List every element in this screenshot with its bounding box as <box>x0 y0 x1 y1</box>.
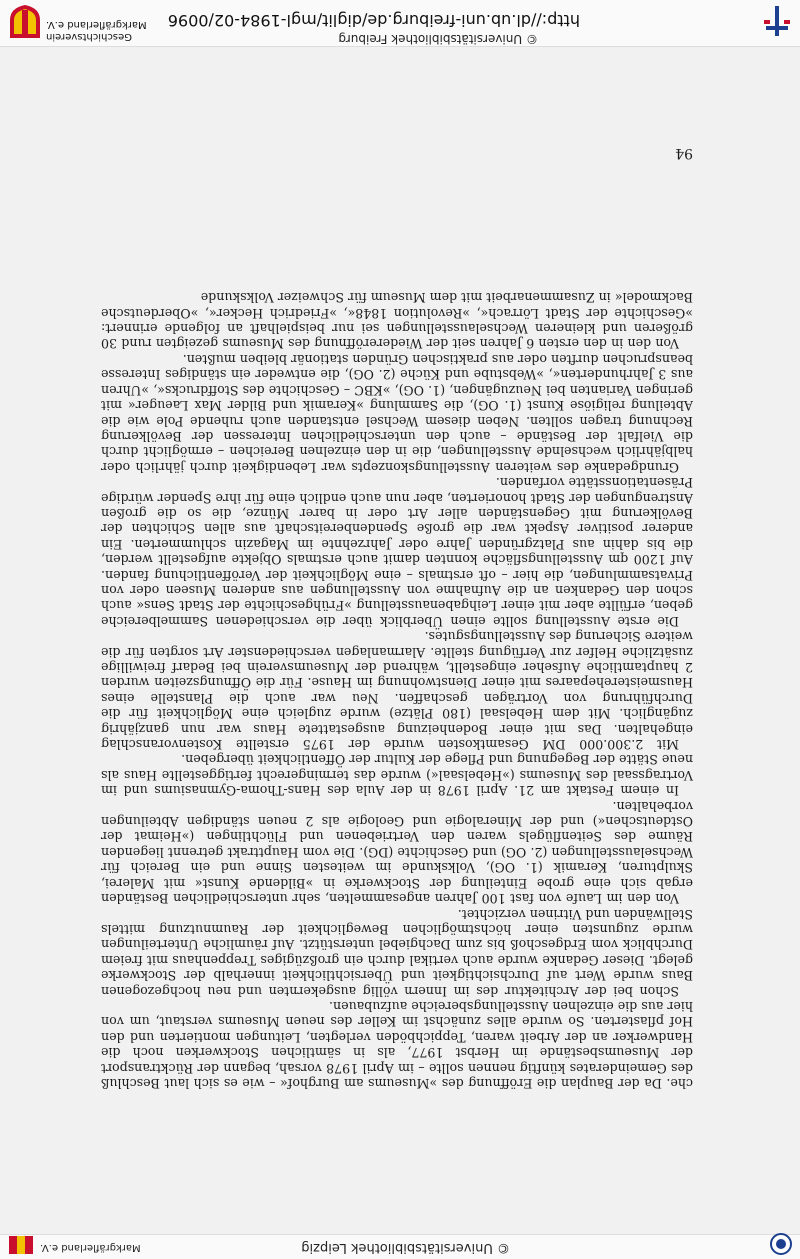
ub-leipzig-logo-icon <box>770 1233 792 1255</box>
crest-icon <box>8 1235 34 1255</box>
society-line-1: Geschichtsverein <box>46 31 132 42</box>
paragraph: che. Da der Bauplan die Eröffnung des »Museums am Burghof« – wie es sich laut Beschluß des Gemeinderates künftig nennen sollte – im April 1978 vorsah, begann der Rücktransport der Museumsbestände im Herbst 1977, als in sämtlichen Stockwerken noch die Handwerker an der Arbeit waren, Teppichböden verlegten, Leitungen montierten und den Hof pflasterten. So wurde alles zunächst im Keller des neuen Museums verstaut, um von hier aus die einzelnen Ausstellungsbereiche aufzubauen. <box>101 998 693 1091</box>
crest-icon <box>8 4 42 40</box>
viewer-header <box>0 1234 800 1259</box>
paragraph: Von den im Laufe von fast 100 Jahren angesammelten, sehr unterschiedlichen Beständen ergab sich eine grobe Einteilung der Stockwerke in »Bildende Kunst« mit Malerei, Skulpturen, Keramik (1. OG), Volkskunde im weitesten Sinne und ein Bereich für Wechselausstellungen (2. OG) und Geschichte (DG). Die vom Haupttrakt getrennt liegenden Räume des Seitenflügels waren den Vertriebenen und Flüchtlingen (»Heimat der Ostdeutschen«) und der Mineralogie und Geologie als 2 neuen ständigen Abteilungen vorbehalten. <box>101 798 693 907</box>
society-credit <box>46 18 147 42</box>
paragraph: Von den in den ersten 6 Jahren seit der Wiedereröffnung des Museums gezeigten rund 30 größeren und kleineren Wechselausstellungen sei nur beispielhaft an folgende erinnert: »Geschichte der Stadt Lörrach«, »Revolution 1848«, »Friedrich Hecker«, »Oberdeutsche Backmodel« in Zusammenarbeit mit dem Museum für Schweizer Volkskunde <box>101 290 693 352</box>
paragraph: In einem Festakt am 21. April 1978 in der Aula des Hans-Thoma-Gymnasiums und im Vortragssaal des Museums (»Hebelsaal«) wurde das termingerecht fertiggestellte Haus als neue Stätte der Begegnung und Pflege der Kultur der Öffentlichkeit übergeben. <box>101 752 693 799</box>
society-line-2: Markgräflerland e.V. <box>46 19 147 30</box>
page-number: 94 <box>675 145 693 161</box>
content-text <box>101 290 693 1091</box>
ub-freiburg-logo-icon <box>762 4 792 38</box>
paragraph: Mit 2.300.000 DM Gesamtkosten wurde der 1975 erstellte Kostenvoranschlag eingehalten. Das mit einer Bodenheizung ausgestattete Haus war nun ganzjährig zugänglich. Mit dem Hebelsaal (180 Plätze) wurde zugleich eine Möglichkeit für die Durchführung von Vorträgen geschaffen. Neu war auch die Planstelle eines Hausmeisterehepaares mit einer Dienstwohnung im Hause. Für die Öffnungszeiten wurden 2 hauptamtliche Aufseher eingestellt, während der Museumsverein bei Bedarf freiwillige zusätzliche Helfer zur Verfügung stellte. Alarmanlagen verschiedenster Art sorgten für die weitere Sicherung des Ausstellungsgutes. <box>101 629 693 753</box>
society-credit: Markgräflerland e.V. <box>40 1242 141 1253</box>
paragraph: Grundgedanke des weiteren Ausstellungskonzepts war Lebendigkeit durch jährlich oder halbjährlich wechselnde Ausstellungen, die in den einzelnen Bereichen – ermöglicht durch die Vielfalt der Bestände – auch den unterschiedlichen Interessen der Bevölkerung Rechnung tragen sollten. Neben diesem Wechsel entstanden auch ruhende Pole wie die Abteilung religiöse Kunst (1. OG), die Sammlung »Keramik und Bilder Max Laeuger« mit geringen Varianten bei Neuzugängen, (1. OG), »KBC – Geschichte des Stoffdrucks«, »Uhren aus 3 Jahrhunderten«, »Webstube und Küche (2. OG), die entweder ein ständiges Interesse beanspruchen durften oder aus praktischen Gründen stationär bleiben mußten. <box>101 351 693 475</box>
permalink[interactable]: http://dl.ub.uni-freiburg.de/diglit/mgl-1984-02/0096 <box>167 11 580 30</box>
library-credit: © Universitätsbibliothek Leipzig <box>301 1240 510 1255</box>
library-credit: © Universitätsbibliothek Freiburg <box>338 32 538 46</box>
viewer-footer <box>0 0 800 47</box>
paragraph: Schon bei der Architektur des im Innern völlig ausgekernten und neu hochgezogenen Baus wurde Wert auf Durchsichtigkeit und Übersichtlichkeit innerhalb der Stockwerke gelegt. Dieser Gedanke wurde auch vertikal durch ein großzügiges Treppenhaus mit freiem Durchblick vom Erdgeschoß bis zum Dachgiebel unterstützt. Auf räumliche Unterteilungen wurde zugunsten einer höchstmöglichen Beweglichkeit der Raumnutzung mittels Stellwänden und Vitrinen verzichtet. <box>101 906 693 999</box>
paragraph: Die erste Ausstellung sollte einen Überblick über die verschiedenen Sammelbereiche geben, erfüllte aber mit einer Leihgabenausstellung »Frühgeschichte der Stadt Sens« auch schon den Gedanken an die Aufnahme von Ausstellungen aus anderen Museen oder von Privatsammlungen, die hier – oft erstmals – eine Möglichkeit der Veröffentlichung fanden. Auf 1200 qm Ausstellungsfläche konnten damit auch erstmals Objekte aufgestellt werden, die bis dahin aus Platzgründen Jahre oder Jahrzehnte im Magazin schlummerten. Ein anderer positiver Aspekt war die große Spendenbereitschaft aus allen Schichten der Bevölkerung mit Gegenständen aller Art oder in barer Münze, die so die großen Anstrengungen der Stadt honorierten, aber nun auch endlich eine für ihre Spender würdige Präsentationsstätte vorfanden. <box>101 475 693 629</box>
